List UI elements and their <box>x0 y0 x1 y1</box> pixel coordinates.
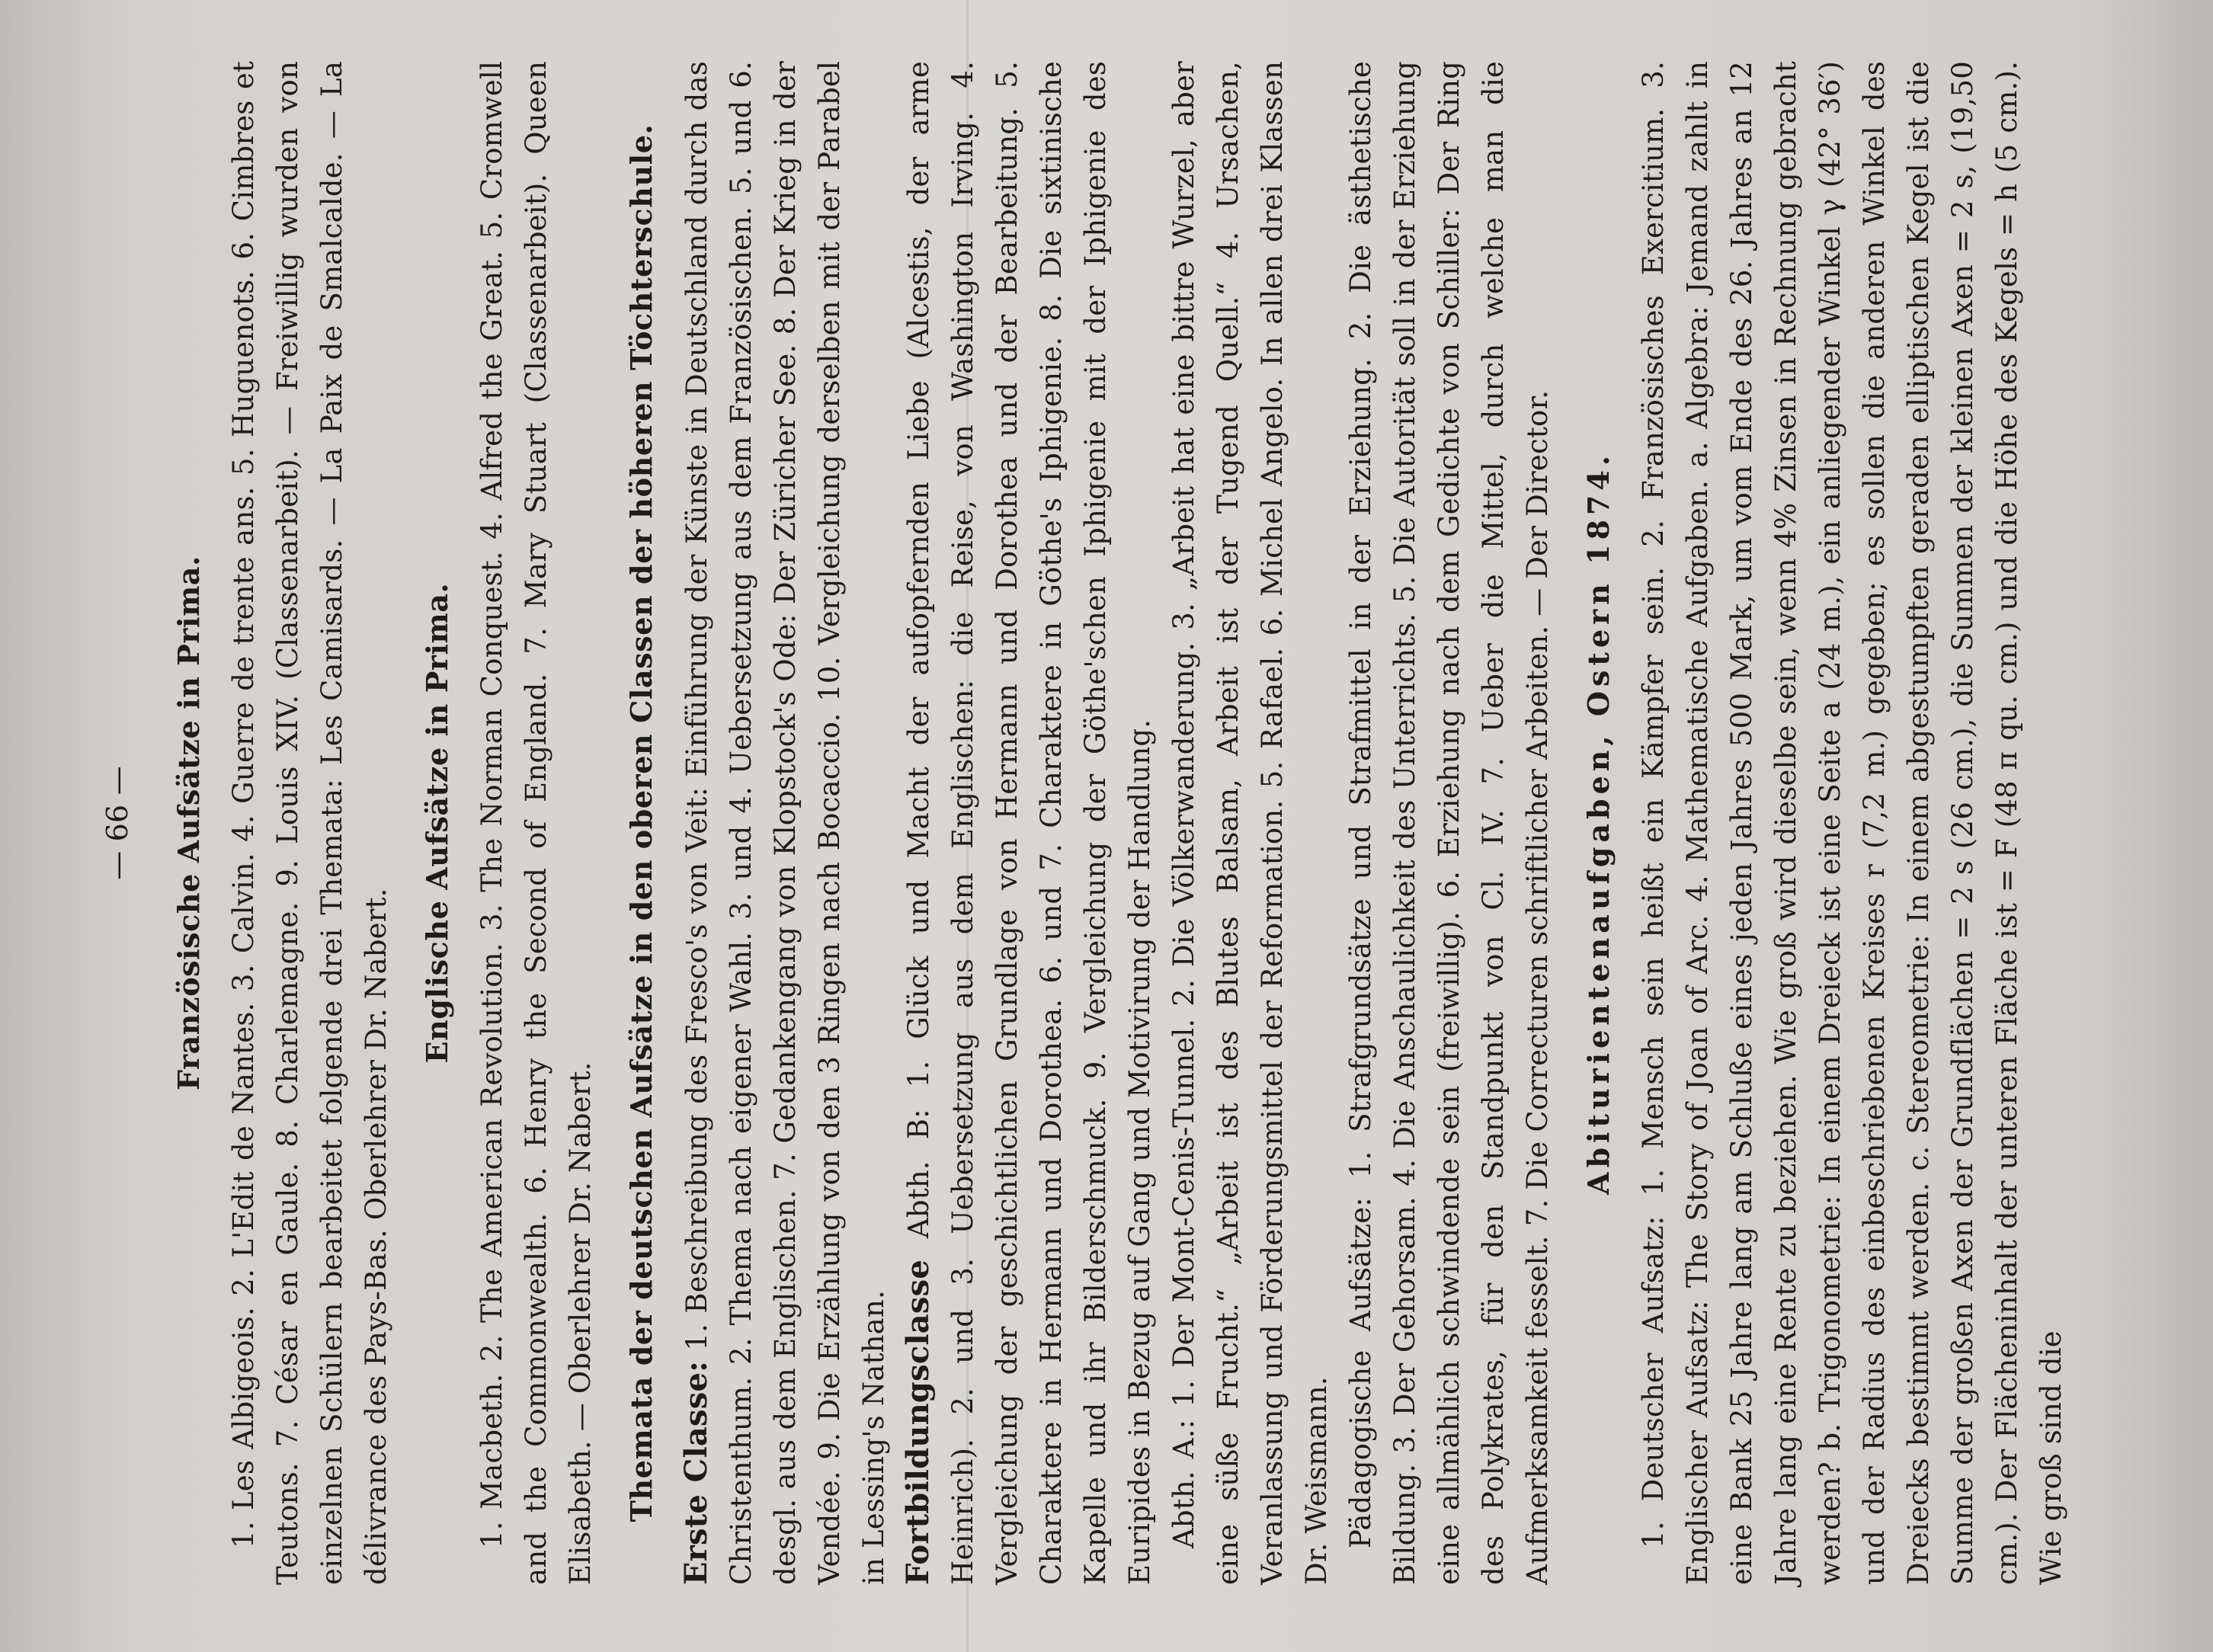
paragraph-paedagogische: Pädagogische Aufsätze: 1. Strafgrundsätze und Strafmittel in der Erziehung. 2. Die ästhetische Bildung. 3. Der Gehorsam. 4. Die Anschaulichkeit des Unterrichts. 5. Die Autorität soll in der Erziehung eine allmählich schwindende sein (freiwillig). 6. Erziehung nach dem Gedichte von Schiller: Der Ring des Polykrates, für den Standpunkt von Cl. IV. 7. Ueber die Mittel, durch welche man die Aufmerksamkeit fesselt. 7. Die Correcturen schriftlicher Arbeiten. — Der Director. <box>1344 61 1554 1585</box>
heading-german: Themata der deutschen Aufsätze in den oberen Classen der höheren Töchterschule. <box>624 123 658 1522</box>
heading-french: Französische Aufsätze in Prima. <box>171 555 206 1090</box>
text-fortbildungsclasse: Abth. B: 1. Glück und Macht der aufopfernden Liebe (Alcestis, der arme Heinrich). 2. und 3. Uebersetzung aus dem Englischen: die Reise, von Washington Irving. 4. Vergleichung der geschichtlichen Grundlage von Hermann und Dorothea und der Bearbeitung. 5. Charaktere in Hermann und Dorothea. 6. und 7. Charaktere in Göthe's Iphigenie. 8. Die sixtinische Kapelle und ihr Bilderschmuck. 9. Vergleichung der Göthe'schen Iphigenie mit der Iphigenie des Euripides in Bezug auf Gang und Motivirung der Handlung. <box>902 61 1156 1585</box>
paragraph-abth-a: Abth. A.: 1. Der Mont-Cenis-Tunnel. 2. Die Völkerwanderung. 3. „Arbeit hat eine bittre Wurzel, aber eine süße Frucht.“ „Arbeit ist des Blutes Balsam, Arbeit ist der Tugend Quell.“ 4. Ursachen, Veranlassung und Förderungsmittel der Reformation. 5. Rafael. 6. Michel Angelo. In allen drei Klassen Dr. Weismann. <box>1167 61 1333 1585</box>
page-number: — 66 — <box>101 766 134 880</box>
paragraph-fortbildungsclasse <box>896 61 1162 1585</box>
heading-english: Englische Aufsätze in Prima. <box>420 582 454 1064</box>
paragraph-abitur: 1. Deutscher Aufsatz: 1. Mensch sein heißt ein Kämpfer sein. 2. Französisches Exercitium. 3. Englischer Aufsatz: The Story of Joan of Arc. 4. Mathematische Aufgaben. a. Algebra: Jemand zahlt in eine Bank 25 Jahre lang am Schluße eines jeden Jahres 500 Mark, um vom Ende des 26. Jahres an 12 Jahre lang eine Rente zu beziehen. Wie groß wird dieselbe sein, wenn 4% Zinsen in Rechnung gebracht werden? b. Trigonometrie: In einem Dreieck ist eine Seite a (24 m.), ein anliegender Winkel γ (42° 36′) und der Radius des einbeschriebenen Kreises r (7,2 m.) gegeben; es sollen die anderen Winkel des Dreiecks bestimmt werden. c. Stereometrie: In einem abgestumpften geraden elliptischen Kegel ist die Summe der großen Axen der Grundflächen = 2 s (26 cm.), die Summen der kleinen Axen = 2 s, (19,50 cm.). Der Flächeninhalt der unteren Fläche ist = F (48 π qu. cm.) und die Höhe des Kegels = h (5 cm.). Wie groß sind die <box>1637 61 2067 1585</box>
heading-abitur: Abiturientenaufgaben, Ostern 1874. <box>1581 451 1616 1196</box>
rotated-document-page <box>95 61 2153 1585</box>
label-fortbildungsclasse: Fortbildungsclasse <box>900 1260 936 1585</box>
text-erste-classe: 1. Beschreibung des Fresco's von Veit: Einführung der Künste in Deutschland durch das Christenthum. 2. Thema nach eigener Wahl. 3. und 4. Uebersetzung aus dem Französischen. 5. und 6. desgl. aus dem Englischen. 7. Gedankengang von Klopstock's Ode: Der Züricher See. 8. Der Krieg in der Vendée. 9. Die Erzählung von den 3 Ringen nach Bocaccio. 10. Vergleichung derselben mit der Parabel in Lessing's Nathan. <box>681 61 890 1585</box>
paragraph-english: 1. Macbeth. 2. The American Revolution. 3. The Norman Conquest. 4. Alfred the Great. 5. Cromwell and the Commonwealth. 6. Henry the Second of England. 7. Mary Stuart (Classenarbeit). Queen Elisabeth. — Oberlehrer Dr. Nabert. <box>476 61 597 1585</box>
paragraph-french: 1. Les Albigeois. 2. L'Edit de Nantes. 3. Calvin. 4. Guerre de trente ans. 5. Huguenots. 6. Cimbres et Teutons. 7. César en Gaule. 8. Charlemagne. 9. Louis XIV. (Classenarbeit). — Freiwillig wurden von einzelnen Schülern bearbeitet folgende drei Themata: Les Camisards. — La Paix de Smalcalde. — La délivrance des Pays-Bas. Oberlehrer Dr. Nabert. <box>227 61 392 1585</box>
paragraph-erste-classe <box>674 61 896 1585</box>
label-erste-classe: Erste Classe: <box>678 1360 714 1585</box>
